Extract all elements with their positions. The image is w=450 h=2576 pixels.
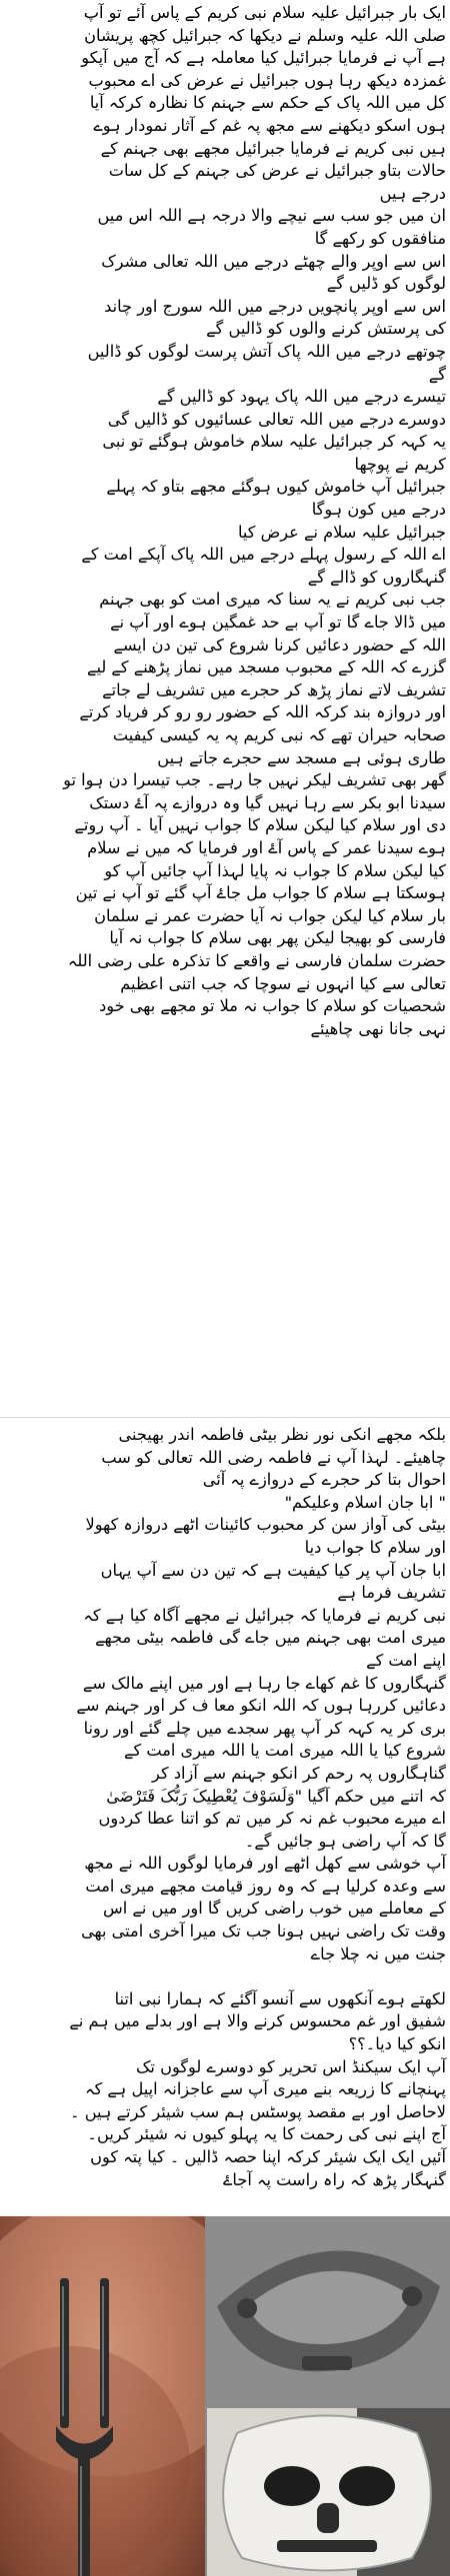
pitchfork-on-skin-photo xyxy=(0,2216,205,2576)
post-text-part-2: بلکہ مجھے انکی نور نظر بیٹی فاطمہ اندر بھیجنی چاھیئے۔ لہذا آپ نے فاطمہ رضی اللہ تعالی کو سب احوال بتا کر حجرے کے دروازے پہ آئی " ابا جان اسلام وعلیکم" بیٹی کی آواز سن کر محبوب کائینات اٹھے دروازہ کھولا اور سلام کا جواب دیا ابا جان آپ پر کیا کیفیت ہے کہ تین دن سے آپ یہاں تشریف فرما ہے نبی کریم نے فرمایا کہ جبرائیل نے مجھے آگاہ کیا ہے کہ میری امت بھی جہنم میں جاے گی فاطمہ بیٹی مجھے اپنے امت کے گنہگاروں کا غم کھاے جا رہا ہے اور میں اپنے مالک سے دعائیں کررہا ہوں کہ اللہ انکو معا ف کر اور جہنم سے بری کر یہ کہہ کر آپ پھر سجدے میں چلے گئے اور رونا شروع کیا یا اللہ میری امت یا اللہ میری امت کے گناہگاروں پہ رحم کر انکو جہنم سے آزاد کر کہ اتنے میں حکم آگیا "وَلَسَوْفَ یُعْطِیکَ رَبُّکَ فَتَرْضَىٰ اے میرے محبوب غم نہ کر میں تم کو اتنا عطا کردوں گا کہ آپ راضی ہو جائیں گے۔ آپ خوشی سے کھل اٹھے اور فرمایا لوگوں اللہ نے مجھ سے وعدہ کرلیا ہے کہ وہ روز قیامت مجھے میری امت کے معاملے میں خوب راضی کریں گا اور میں نے اس وقت تک راضی نہیں ہونا جب تک میرا آخری امتی بھی جنت میں نہ چلا جاے لکھتے ہوے آنکھوں سے آنسو آگئے کہ ہمارا نبی اتنا شفیق اور غم محسوس کرنے والا ہے اور بدلے میں ہم نے انکو کیا دیا۔؟؟ آپ ایک سیکنڈ اس تحریر کو دوسرے لوگوں تک پہنچانے کا زریعہ بنے میری آپ سے عاجزانہ اپیل ہے کہ لاحاصل اور بے مقصد پوسٹس ہم سب شیئر کرتے ہیں ۔ آج اپنے نبی کی رحمت کا یہ پہلو کیوں نہ شیئر کریں۔ آئیں ایک ایک شیئر کرکہ اپنا حصہ ڈالیں ۔ کیا پتہ کوں گنہگار پڑھ کہ راہ راست پہ آجاۓ xyxy=(0,1417,450,2191)
iron-skull-mask-photo xyxy=(207,2408,450,2576)
metal-restraint-device-photo xyxy=(207,2216,450,2406)
post-text-part-1: ایک بار جبرائیل علیہ سلام نبی کریم کے پاس آئے تو آپ صلی اللہ علیہ وسلم نے دیکھا کہ جبرائیل کچھ پریشان ہے آپ نے فرمایا جبرائیل کیا معاملہ ہے کہ آج میں آپکو غمزدہ دیکھ رہا ہوں جبرائیل نے عرض کی اے محبوب کل میں اللہ پاک کے حکم سے جہنم کا نظارہ کرکہ آیا ہوں اسکو دیکھنے سے مجھ پہ غم کے آثار نمودار ہوے ہیں نبی کریم نے فرمایا جبرائیل مجھے بھی جہنم کے حالات بتاو جبرائیل نے عرض کی جہنم کے کل سات درجے ہیں ان میں جو سب سے نیچے والا درجہ ہے اللہ اس میں منافقوں کو رکھے گا اس سے اوپر والے چھٹے درجے میں اللہ تعالی مشرک لوگوں کو ڈلیں گے اس سے اوپر پانچویں درجے میں اللہ سورج اور چاند کی پرستش کرنے والوں کو ڈالیں گے چوتھے درجے میں اللہ پاک آتش پرست لوگوں کو ڈالیں گے تیسرے درجے میں اللہ پاک یہود کو ڈالیں گے دوسرے درجے میں اللہ تعالی عسائیوں کو ڈالیں گی یہ کہہ کر جبرائیل علیہ سلام خاموش ہوگئے تو نبی کریم نے پوچھا جبرائیل آپ خاموش کیوں ہوگئے مجھے بتاو کہ پہلے درجے میں کون ہوگا جبرائیل علیہ سلام نے عرض کیا اے اللہ کے رسول پہلے درجے میں اللہ پاک آپکے امت کے گنہگاروں کو ڈالے گے جب نبی کریم نے یہ سنا کہ میری امت کو بھی جہنم میں ڈالا جاے گا تو آپ بے حد غمگین ہوے اور آپ نے اللہ کے حضور دعائیں کرنا شروع کی تین دن ایسے گزرے کہ اللہ کے محبوب مسجد میں نماز پڑھنے کے لیے تشریف لاتے نماز پڑھ کر حجرے میں تشریف لے جاتے اور دروازہ بند کرکہ اللہ کے حضور رو رو کر فریاد کرتے صحابہ حیران تھے کہ نبی کریم پہ یہ کیسی کیفیت طاری ہوئی ہے مسجد سے حجرے جاتے ہیں گھر بھی تشریف لیکر نہیں جا رہے۔ جب تیسرا دن ہوا تو سیدنا ابو بکر سے رہا نہیں گیا وہ دروازے پہ آۓ دستک دی اور سلام کیا لیکن سلام کا جواب نہیں آیا ۔ آپ روتے ہوے سیدنا عمر کے پاس آۓ اور فرمایا کہ میں نے سلام کیا لیکن سلام کا جواب نہ پایا لہذا آپ جائیں آپ کو ہوسکتا ہے سلام کا جواب مل جاۓ آپ گئے تو آپ نے تین بار سلام کیا لیکن جواب نہ آیا حضرت عمر نے سلمان فارسی کو بھیجا لیکن پھر بھی سلام کا جواب نہ آیا حضرت سلمان فارسی نے واقعے کا تذکرہ علی رضی اللہ تعالی سے کیا انہوں نے سوچا کہ جب اتنی اعظیم شحصیات کو سلام کا جواب نہ ملا تو مجھے بھی خود نہی جانا نھی چاھیئے xyxy=(63,3,446,1038)
pitchfork-illustration xyxy=(0,2216,205,2576)
skull-mask-illustration xyxy=(207,2408,450,2576)
restraint-illustration xyxy=(207,2216,450,2406)
image-collage xyxy=(0,2216,450,2576)
